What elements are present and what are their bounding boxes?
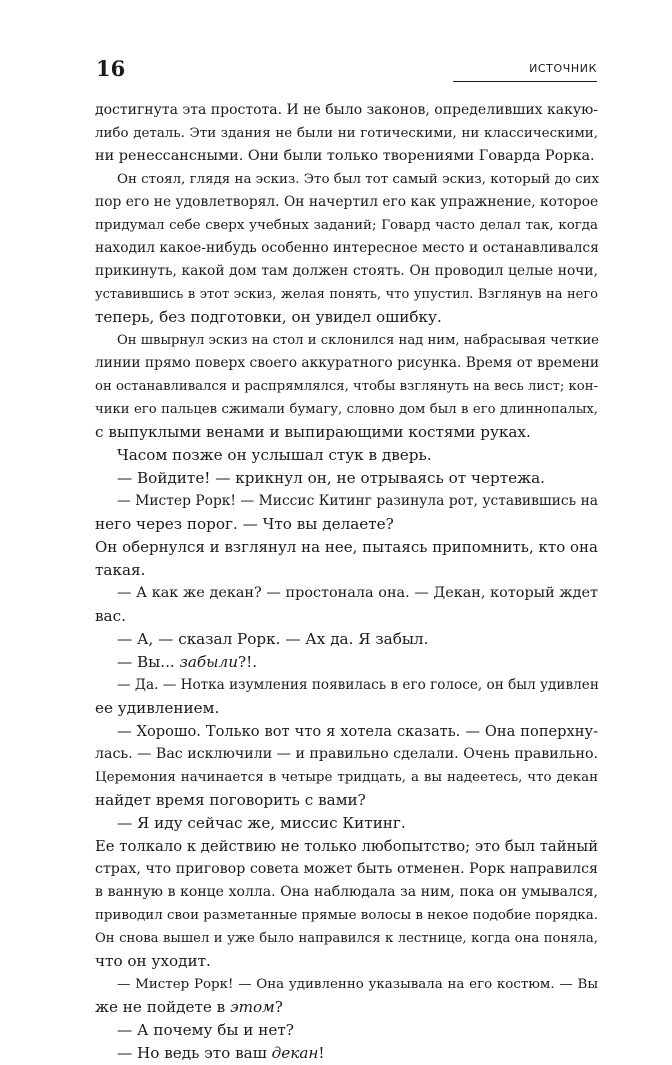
running-title: ИСТОЧНИК <box>529 62 597 75</box>
text-line: — Хорошо. Только вот что я хотела сказать. — Она поперхну- <box>117 723 598 740</box>
header-rule <box>453 81 597 82</box>
text-segment: ! <box>318 1044 325 1062</box>
text-line: Ее толкало к действию не только любопытство; это был тайный <box>95 838 599 855</box>
text-line: находил какое-нибудь особенно интересное место и останавливался <box>95 240 599 256</box>
text-line: ни ренессансными. Они были только творениями Говарда Рорка. <box>95 148 595 164</box>
text-line: — А, — сказал Рорк. — Ах да. Я забыл. <box>117 630 429 648</box>
text-line: — А почему бы и нет? <box>117 1021 294 1039</box>
text-line: пор его не удовлетворял. Он начертил его как упражнение, которое <box>95 194 599 210</box>
text-segment: же не пойдете в <box>95 998 231 1016</box>
text-line: ее удивлением. <box>95 699 220 717</box>
text-line: лась. — Вас исключили — и правильно сделали. Очень правильно. <box>95 746 598 762</box>
text-line <box>95 1042 598 1065</box>
text-line: — Войдите! — крикнул он, не отрываясь от чертежа. <box>117 469 545 487</box>
text-line: — Да. — Нотка изумления появилась в его голосе, он был удивлен <box>117 677 599 693</box>
text-line: Церемония начинается в четыре тридцать, а вы надеетесь, что декан <box>95 770 598 785</box>
text-line: Он снова вышел и уже было направился к лестнице, когда она поняла, <box>95 931 598 946</box>
italic-emphasis: забыли <box>179 653 239 671</box>
text-line: придумал себе сверх учебных заданий; Говард часто делал так, когда <box>95 218 598 233</box>
text-line: приводил свои разметанные прямые волосы в некое подобие порядка. <box>95 908 598 923</box>
text-segment: ? <box>274 998 283 1016</box>
text-segment: — Вы... <box>117 653 180 671</box>
body-text <box>95 99 598 1065</box>
text-line: вас. <box>95 607 126 625</box>
text-line: Он обернулся и взглянул на нее, пытаясь припомнить, кто она <box>95 538 598 556</box>
text-segment: — Но ведь это ваш <box>117 1044 272 1062</box>
text-line: — Мистер Рорк! — Миссис Китинг разинула рот, уставившись на <box>117 493 598 509</box>
text-segment: ?!. <box>238 653 258 671</box>
text-line <box>95 996 598 1019</box>
text-line: с выпуклыми венами и выпирающими костями руках. <box>95 423 531 441</box>
text-line: линии прямо поверх своего аккуратного рисунка. Время от времени <box>95 355 600 371</box>
text-line: он останавливался и распрямлялся, чтобы взглянуть на весь лист; кон- <box>95 379 598 394</box>
italic-emphasis: этом <box>230 998 275 1016</box>
text-line: в ванную в конце холла. Она наблюдала за ним, пока он умывался, <box>95 884 598 900</box>
text-line: достигнута эта простота. И не было законов, определивших какую- <box>95 102 599 118</box>
text-line: него через порог. — Что вы делаете? <box>95 515 394 533</box>
text-line: уставившись в этот эскиз, желая понять, что упустил. Взглянув на него <box>95 287 598 302</box>
text-line: страх, что приговор совета может быть отменен. Рорк направился <box>95 861 598 877</box>
text-line: — Мистер Рорк! — Она удивленно указывала на его костюм. — Вы <box>117 977 598 992</box>
text-line: теперь, без подготовки, он увидел ошибку. <box>95 308 442 326</box>
text-line: Он стоял, глядя на эскиз. Это был тот самый эскиз, который до сих <box>117 172 600 187</box>
text-line: что он уходит. <box>95 952 211 970</box>
text-line: найдет время поговорить с вами? <box>95 791 366 809</box>
text-line: чики его пальцев сжимали бумагу, словно дом был в его длиннопалых, <box>95 402 598 417</box>
text-line: либо деталь. Эти здания не были ни готическими, ни классическими, <box>95 126 598 141</box>
italic-emphasis: декан <box>271 1044 319 1062</box>
text-line: такая. <box>95 561 146 579</box>
text-line: — А как же декан? — простонала она. — Декан, который ждет <box>117 585 598 601</box>
text-line: Он швырнул эскиз на стол и склонился над ним, набрасывая четкие <box>117 333 599 348</box>
text-line <box>95 651 598 674</box>
text-line: — Я иду сейчас же, миссис Китинг. <box>117 814 406 832</box>
page-number: 16 <box>96 56 126 81</box>
text-line: Часом позже он услышал стук в дверь. <box>117 446 432 464</box>
text-line: прикинуть, какой дом там должен стоять. Он проводил целые ночи, <box>95 263 598 279</box>
